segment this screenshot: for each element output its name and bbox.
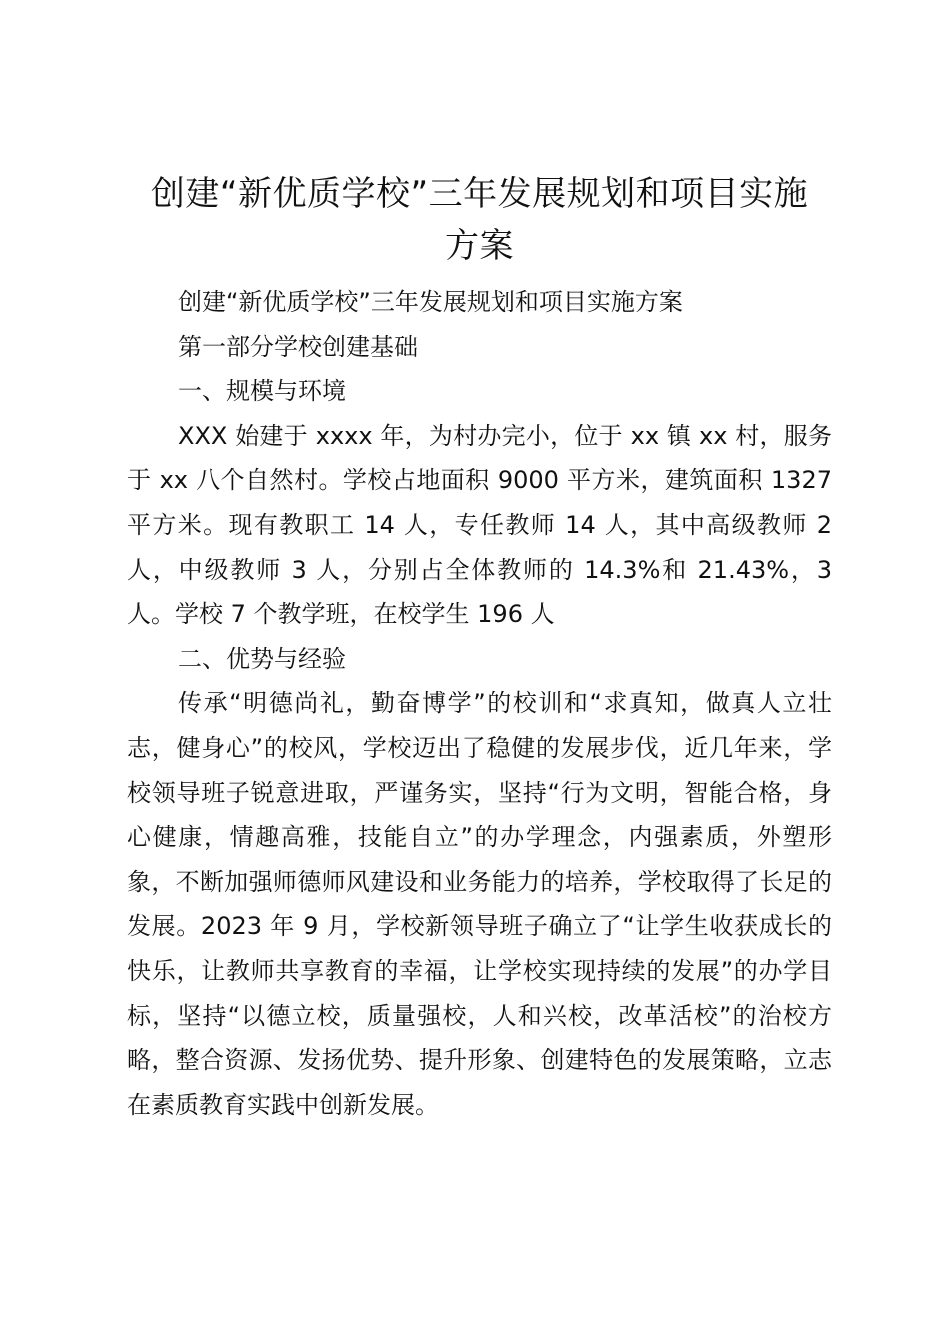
section-paragraph-advantages: 传承“明德尚礼，勤奋博学”的校训和“求真知，做真人立壮志，健身心”的校风，学校迈出了稳健的发展步伐，近几年来，学校领导班子锐意进取，严谨务实，坚持“行为文明，智能合格，身心健康，情趣高雅，技能自立”的办学理念，内强素质，外塑形象，不断加强师德师风建设和业务能力的培养，学校取得了长足的发展。2023 年 9 月，学校新领导班子确立了“让学生收获成长的快乐，让教师共享教育的幸福，让学校实现持续的发展”的办学目标，坚持“以德立校，质量强校，人和兴校，改革活校”的治校方略，整合资源、发扬优势、提升形象、创建特色的发展策略，立志在素质教育实践中创新发展。 [127, 689, 832, 1119]
document-body [127, 280, 832, 1127]
title-line-1: 创建“新优质学校”三年发展规划和项目实施 [150, 174, 809, 214]
document-subtitle: 创建“新优质学校”三年发展规划和项目实施方案 [178, 288, 683, 316]
part-heading: 第一部分学校创建基础 [178, 332, 418, 361]
section-paragraph-scale: XXX 始建于 xxxx 年，为村办完小，位于 xx 镇 xx 村，服务于 xx 八个自然村。学校占地面积 9000 平方米，建筑面积 1327 平方米。现有教职工 14 人，专任教师 14 人，其中高级教师 2 人，中级教师 3 人，分别占全体教师的 14.3%和 21.43%，3 人。学校 7 个教学班，在校学生 196 人 [127, 421, 832, 629]
section-heading-advantages: 二、优势与经验 [178, 644, 346, 673]
title-line-2: 方案 [445, 226, 514, 266]
section-heading-scale: 一、规模与环境 [178, 377, 346, 406]
document-title [127, 168, 832, 272]
